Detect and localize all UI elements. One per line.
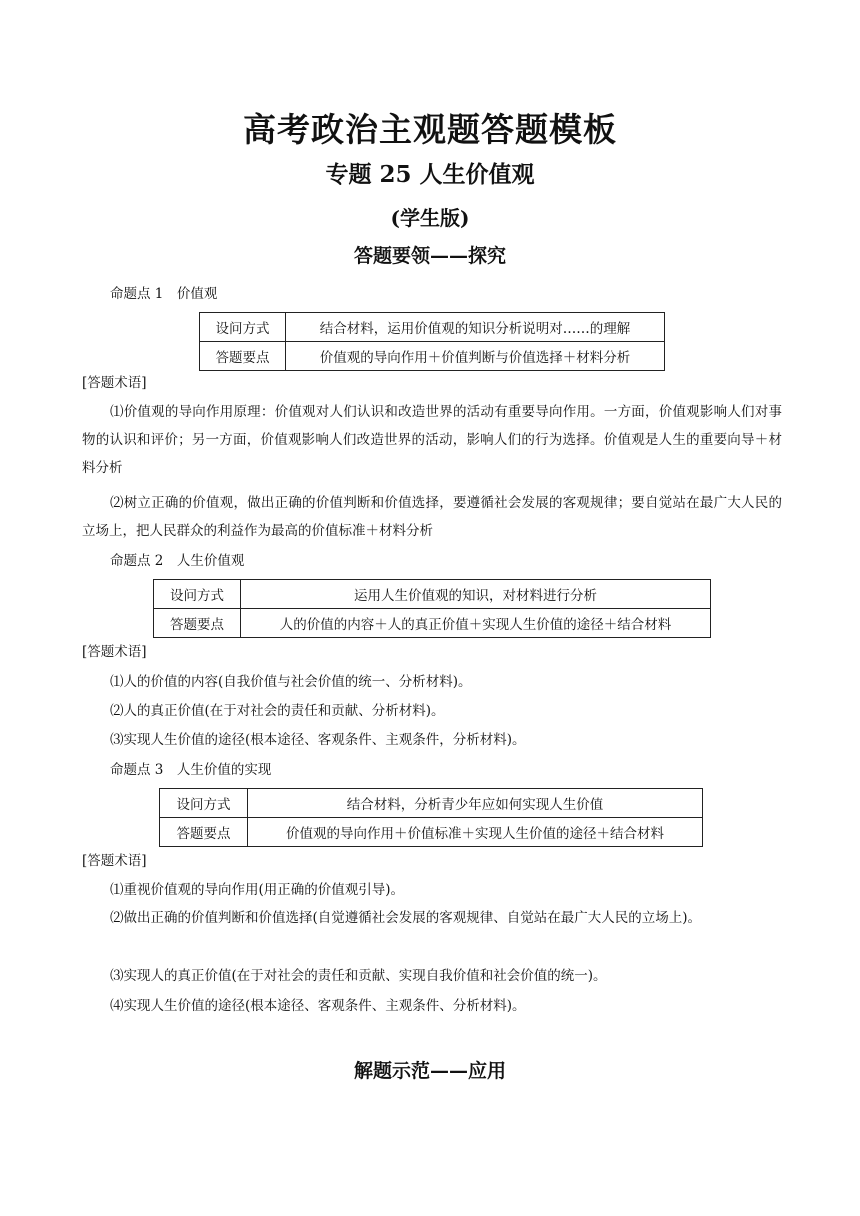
document-subtitle: 专题 25 人生价值观 (325, 161, 535, 188)
table-cell-label: 答题要点 (154, 609, 241, 638)
table-row (154, 580, 711, 609)
version-label: (学生版) (390, 206, 470, 230)
table-cell-label: 设问方式 (200, 313, 286, 342)
table-cell-value: 价值观的导向作用＋价值判断与价值选择＋材料分析 (286, 342, 665, 371)
section-heading-apply: 解题示范——应用 (353, 1060, 506, 1082)
table-cell-value: 价值观的导向作用＋价值标准＋实现人生价值的途径＋结合材料 (248, 818, 703, 847)
topic2-heading: 命题点 2 人生价值观 (110, 553, 245, 569)
topic3-heading: 命题点 3 人生价值的实现 (110, 762, 272, 778)
table-row (200, 313, 665, 342)
topic2-line-3: ⑶实现人生价值的途径(根本途径、客观条件、主观条件，分析材料)。 (110, 732, 526, 748)
topic3-line-3: ⑶实现人的真正价值(在于对社会的责任和贡献、实现自我价值和社会价值的统一)。 (110, 968, 607, 984)
section-heading-explore: 答题要领——探究 (353, 245, 506, 267)
table-cell-value: 结合材料，分析青少年应如何实现人生价值 (248, 789, 703, 818)
topic1-terms-label: [答题术语] (82, 375, 147, 391)
topic1-paragraph-1: ⑴价值观的导向作用原理：价值观对人们认识和改造世界的活动有重要导向作用。一方面，价值观影响人们对事物的认识和评价；另一方面，价值观影响人们改造世界的活动，影响人们的行为选择。价值观是人生的重要向导＋材料分析 (82, 404, 782, 476)
table-row (160, 818, 703, 847)
document-title: 高考政治主观题答题模板 (243, 110, 617, 149)
topic1-paragraph-2: ⑵树立正确的价值观，做出正确的价值判断和价值选择，要遵循社会发展的客观规律；要自觉站在最广大人民的立场上，把人民群众的利益作为最高的价值标准＋材料分析 (82, 495, 782, 539)
table-row (160, 789, 703, 818)
topic3-terms-label: [答题术语] (82, 853, 147, 869)
table-cell-value: 运用人生价值观的知识，对材料进行分析 (241, 580, 711, 609)
topic3-line-2: ⑵做出正确的价值判断和价值选择(自觉遵循社会发展的客观规律、自觉站在最广大人民的立场上)。 (110, 910, 702, 926)
topic1-heading: 命题点 1 价值观 (110, 286, 218, 302)
table-row (154, 609, 711, 638)
table-cell-value: 人的价值的内容＋人的真正价值＋实现人生价值的途径＋结合材料 (241, 609, 711, 638)
topic2-terms-label: [答题术语] (82, 644, 147, 660)
table-cell-value: 结合材料，运用价值观的知识分析说明对……的理解 (286, 313, 665, 342)
topic3-line-4: ⑷实现人生价值的途径(根本途径、客观条件、主观条件、分析材料)。 (110, 998, 526, 1014)
topic1-table (199, 312, 665, 371)
table-cell-label: 设问方式 (154, 580, 241, 609)
table-cell-label: 答题要点 (160, 818, 248, 847)
table-row (200, 342, 665, 371)
table-cell-label: 设问方式 (160, 789, 248, 818)
topic3-table (159, 788, 703, 847)
topic2-table (153, 579, 711, 638)
topic3-line-1: ⑴重视价值观的导向作用(用正确的价值观引导)。 (110, 882, 405, 898)
table-cell-label: 答题要点 (200, 342, 286, 371)
topic2-line-2: ⑵人的真正价值(在于对社会的责任和贡献、分析材料)。 (110, 703, 445, 719)
topic2-line-1: ⑴人的价值的内容(自我价值与社会价值的统一、分析材料)。 (110, 674, 472, 690)
